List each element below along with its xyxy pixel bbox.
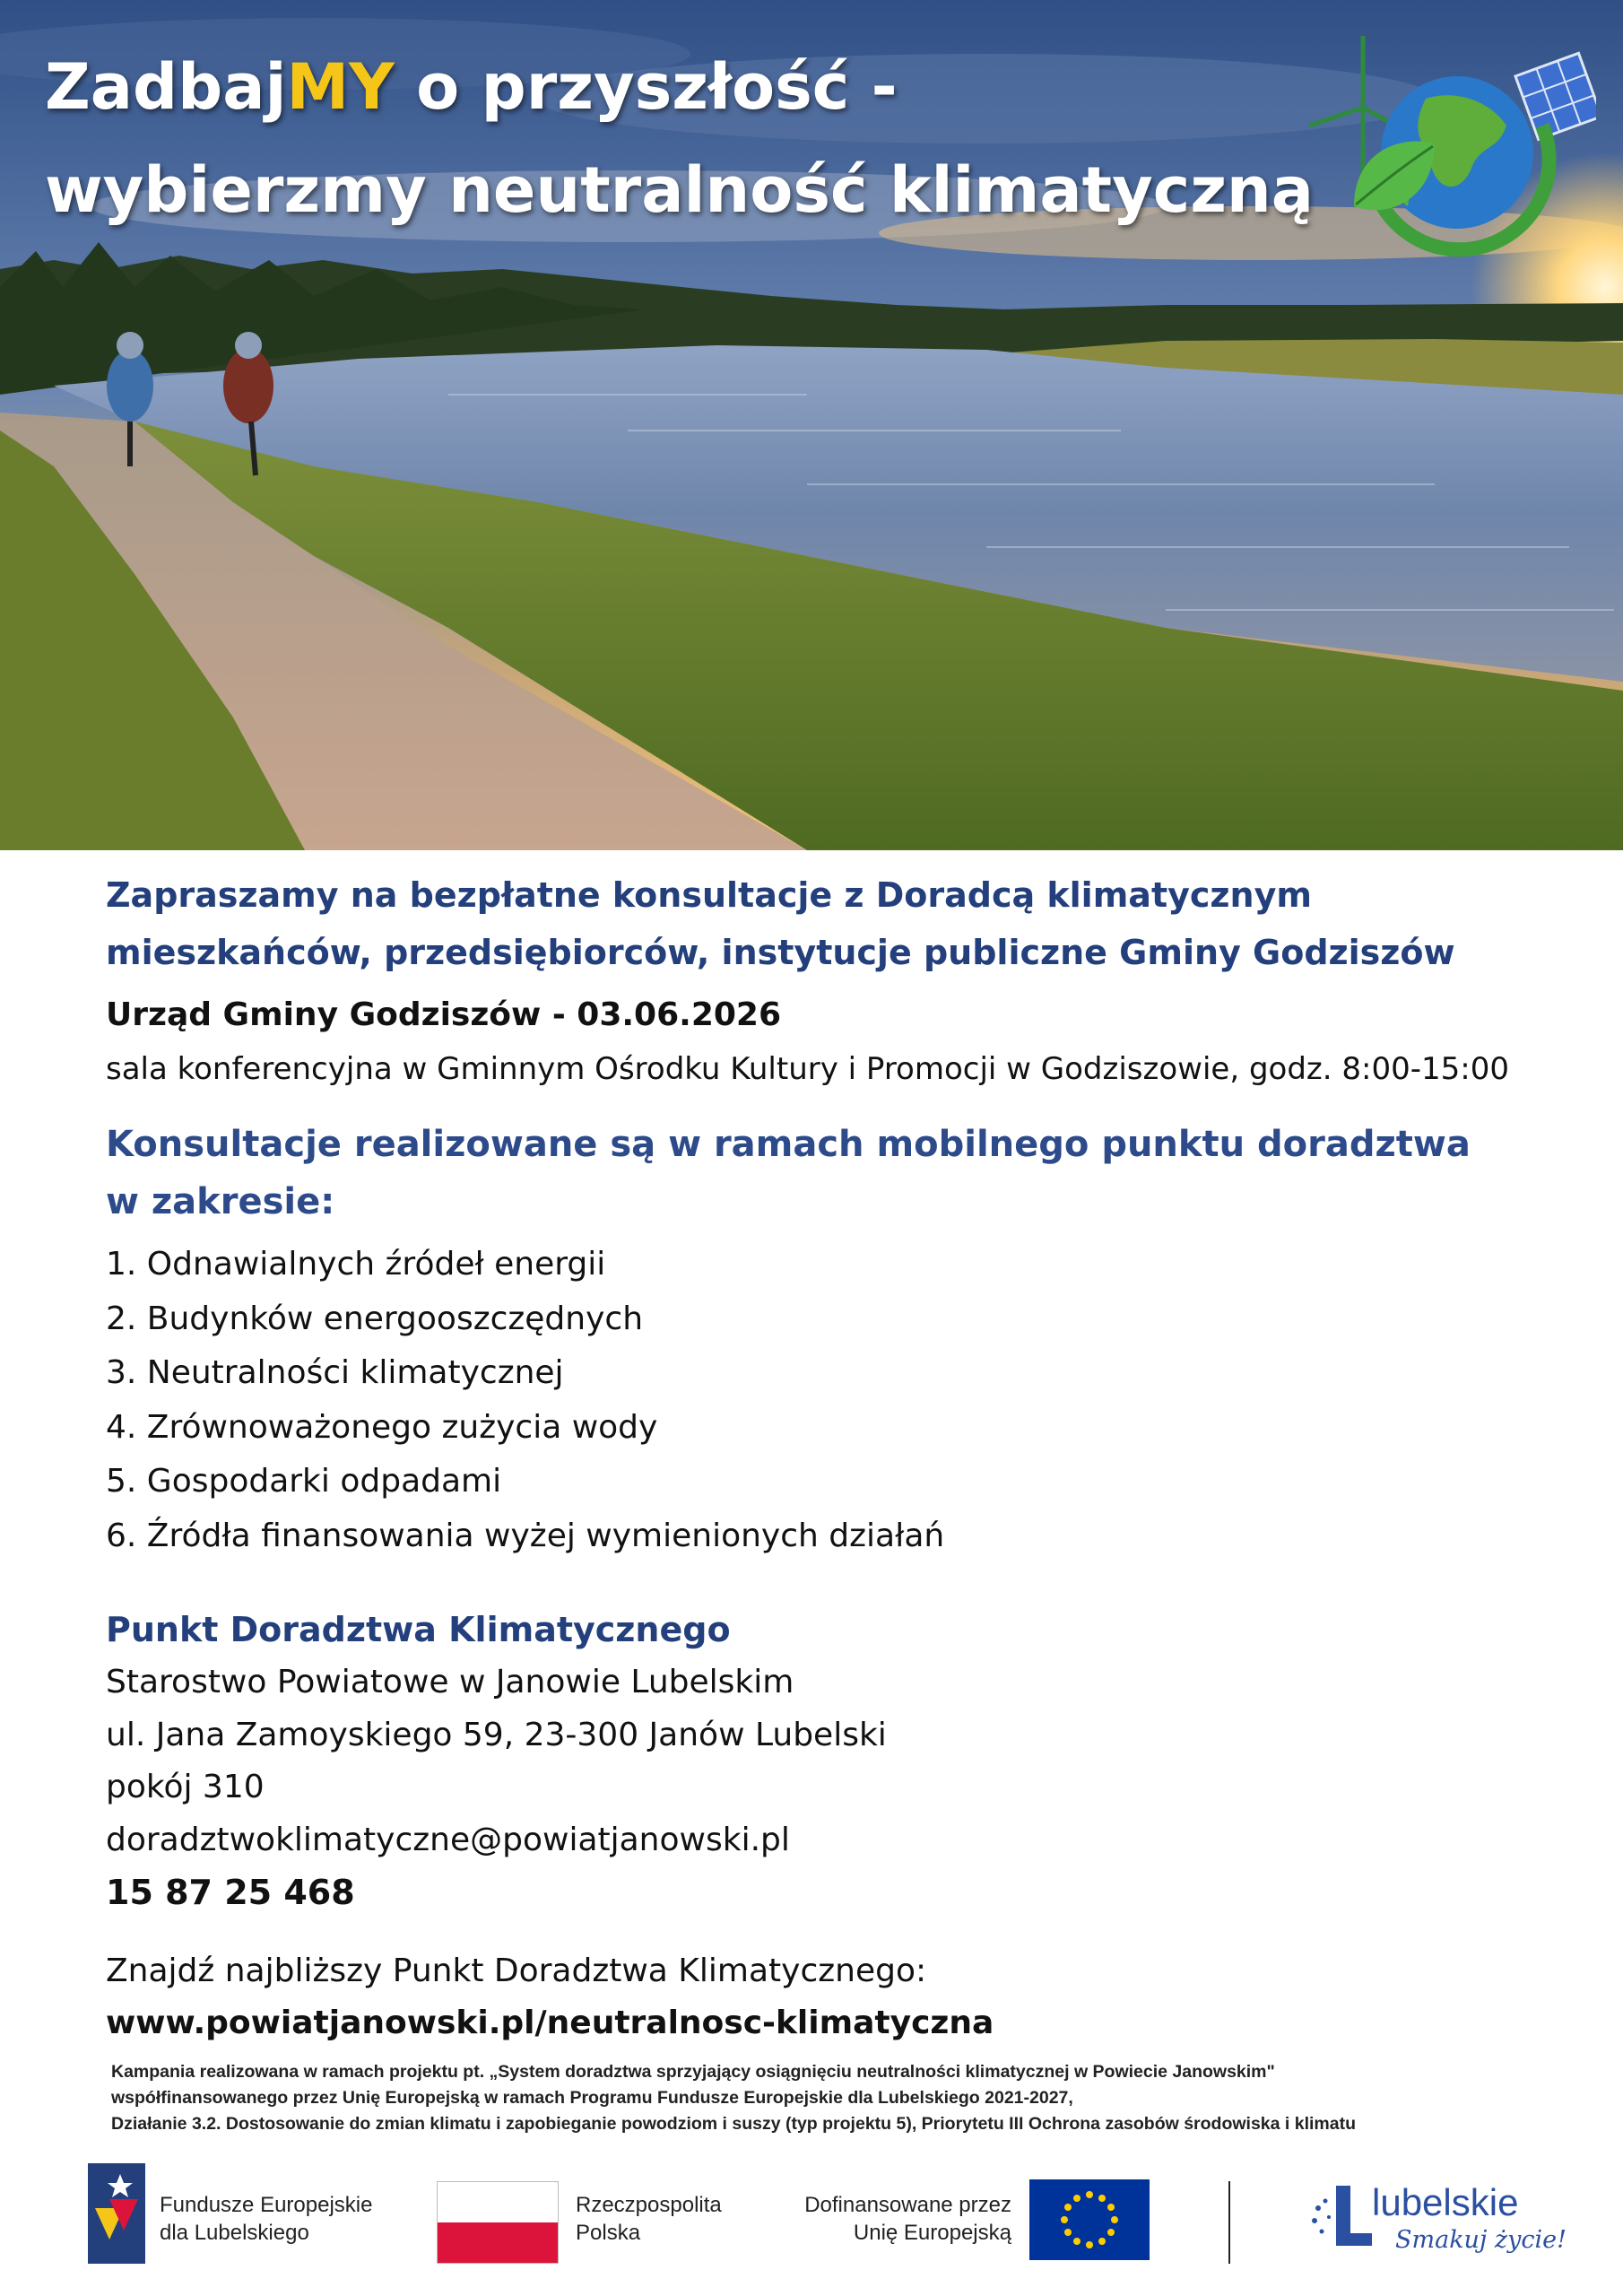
list-item: 1. Odnawialnych źródeł energii [106,1246,606,1283]
contact-room: pokój 310 [106,1769,265,1805]
fe-logo-text: Fundusze Europejskie dla Lubelskiego [160,2193,373,2245]
venue-description: sala konferencyjna w Gminnym Ośrodku Kultury i Promocji w Godziszowie, godz. 8:00-15:00 [106,1051,1509,1087]
footnote-line1: Kampania realizowana w ramach projektu pt. „System doradztwa sprzyjający osiągnięciu neutralności klimatycznej w Powiecie Janowskim" [111,2062,1275,2082]
topic-list [106,1238,1576,1563]
poster-content [106,866,1576,2049]
poland-flag-icon [437,2181,559,2264]
headline-line1: ZadbajMY o przyszłość - [45,50,898,124]
list-item: 3. Neutralności klimatycznej [106,1354,564,1391]
eco-globe-icon [1300,27,1596,260]
list-item: 2. Budynków energooszczędnych [106,1300,644,1337]
contact-title: Punkt Doradztwa Klimatycznego [106,1610,731,1649]
fe-logo [88,2163,145,2267]
list-item: 6. Źródła finansowania wyżej wymienionych działań [106,1517,945,1554]
logo-divider [1228,2181,1230,2264]
rp-logo-text: Rzeczpospolita Polska [576,2193,722,2245]
eu-logo-text: Dofinansowane przez Unię Europejską [804,2193,1011,2245]
lubelskie-logo [1309,2181,1376,2257]
contact-phone[interactable]: 15 87 25 468 [106,1873,355,1912]
eu-flag-icon [1029,2179,1150,2264]
lubelskie-name: lubelskie [1372,2181,1519,2223]
find-url-link[interactable]: www.powiatjanowski.pl/neutralnosc-klimatyczna [106,2005,994,2041]
scope-line1: Konsultacje realizowane są w ramach mobilnego punktu doradztwa [106,1124,1471,1165]
footnote-line2: współfinansowanego przez Unię Europejską w ramach Programu Fundusze Europejskie dla Lubelskiego 2021-2027, [111,2088,1073,2108]
contact-office: Starostwo Powiatowe w Janowie Lubelskim [106,1664,794,1700]
footnote-line3: Działanie 3.2. Dostosowanie do zmian klimatu i zapobieganie powodziom i suszy (typ projektu 5), Priorytetu III Ochrona zasobów środowiska i klimatu [111,2114,1357,2134]
headline-highlight: MY [286,50,395,124]
campaign-headline [45,36,1314,242]
lubelskie-l-icon [1309,2181,1376,2253]
lubelskie-slogan: Smakuj życie! [1395,2226,1567,2254]
invitation-line2: mieszkańców, przedsiębiorców, instytucje publiczne Gminy Godziszów [106,933,1455,972]
hero-photo [0,0,1623,850]
invitation-line1: Zapraszamy na bezpłatne konsultacje z Doradcą klimatycznym [106,875,1312,915]
project-footnote [111,2059,1582,2137]
list-item: 4. Zrównoważonego zużycia wody [106,1408,658,1446]
headline-line2: wybierzmy neutralność klimatyczną [45,153,1315,227]
funding-logo-bar [0,2161,1623,2287]
list-item: 5. Gospodarki odpadami [106,1463,502,1500]
find-label: Znajdź najbliższy Punkt Doradztwa Klimatycznego: [106,1952,927,1989]
fe-star-icon [88,2163,145,2264]
contact-email[interactable]: doradztwoklimatyczne@powiatjanowski.pl [106,1821,790,1858]
scope-line2: w zakresie: [106,1181,335,1222]
contact-address: ul. Jana Zamoyskiego 59, 23-300 Janów Lubelski [106,1716,887,1753]
venue-title: Urząd Gminy Godziszów - 03.06.2026 [106,996,782,1033]
scope-heading [106,1116,1576,1231]
